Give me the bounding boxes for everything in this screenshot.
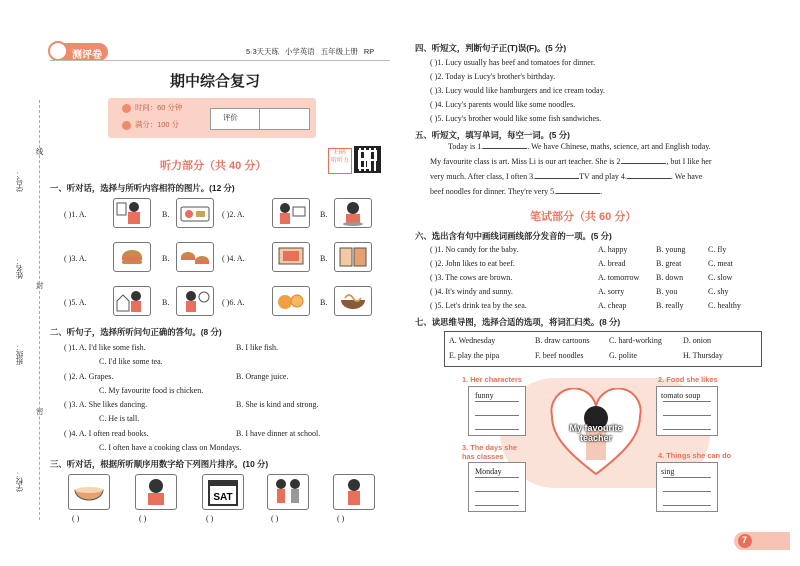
mind-box-2	[656, 386, 718, 436]
s5-l3-a: very much. After class, I often 3.	[430, 172, 536, 181]
girl-teacher-icon	[113, 198, 151, 228]
mind-box-1-line-3[interactable]	[475, 429, 519, 430]
info-box	[108, 98, 316, 138]
mind-box-1-example: funny	[475, 391, 494, 400]
calendar-sat-text: SAT	[213, 492, 233, 503]
mind-box-3-line-2[interactable]	[475, 491, 519, 492]
mind-box-3	[468, 462, 526, 512]
s2-q1-b: B. I like fish.	[236, 343, 278, 352]
s2-q1: ( )1. A. I'd like some fish.	[64, 343, 146, 352]
badge-text: 测评卷	[72, 50, 102, 61]
options-box	[444, 331, 762, 367]
s6-q1-b: B. young	[656, 245, 686, 254]
option-b: B. draw cartoons	[535, 336, 590, 345]
s6-q4-b: B. you	[656, 287, 678, 296]
s4-item-5: ( )5. Lucy's brother would like some fish sandwiches.	[430, 114, 602, 123]
test-badge	[50, 43, 108, 61]
clock-icon	[122, 104, 131, 113]
section6-title: 六、选出含有句中画线词画线部分发音的一项。(5 分)	[415, 231, 612, 241]
s5-line-2	[430, 157, 712, 166]
s6-q5-a: A. cheap	[598, 301, 627, 310]
oranges-icon	[272, 286, 310, 316]
s2-q2-b: B. Orange juice.	[236, 372, 289, 381]
s1-q1-label: ( )1. A.	[64, 210, 87, 219]
edition-text: RP	[363, 47, 375, 56]
s5-l4-b: .	[600, 187, 603, 196]
qr-label	[328, 148, 352, 174]
s1-q1-b: B.	[162, 210, 170, 219]
s6-q4-a: A. sorry	[598, 287, 625, 296]
section1-title: 一、听对话，选择与所听内容相符的图片。(12 分)	[50, 183, 235, 193]
written-header: 笔试部分（共 60 分）	[530, 211, 637, 223]
s2-q2-c: C. My favourite food is chicken.	[99, 386, 204, 395]
side-feng: 封	[36, 281, 44, 290]
series-text: 5·3天天练	[246, 47, 279, 56]
girl-computer-icon	[272, 198, 310, 228]
boy-house-icon	[113, 286, 151, 316]
s4-item-2: ( )2. Today is Lucy's brother's birthday.	[430, 72, 556, 81]
option-e: E. play the pipa	[449, 351, 500, 360]
mind-box-3-line-3[interactable]	[475, 505, 519, 506]
s5-line-3	[430, 172, 702, 181]
s6-q3-b: B. down	[656, 273, 684, 282]
score-text: 满分：100 分	[135, 120, 179, 129]
s1-q2-b: B.	[320, 210, 328, 219]
s1-q2-label: ( )2. A.	[222, 210, 245, 219]
side-xingming: 姓名：	[15, 257, 24, 280]
s2-q2: ( )2. A. Grapes.	[64, 372, 114, 381]
section4-title: 四、听短文，判断句子正(T)误(F)。(5 分)	[415, 43, 567, 53]
mind-box-2-line-3[interactable]	[663, 429, 711, 430]
s5-l4-a: beef noodles for dinner. They're very 5.	[430, 187, 557, 196]
s1-q4-label: ( )4. A.	[222, 254, 245, 263]
qr-label-1: 扫码	[333, 149, 346, 156]
evaluation-divider	[259, 109, 260, 129]
s1-q5-label: ( )5. A.	[64, 298, 87, 307]
mind-label-3: 3. The days she has classes	[462, 443, 518, 461]
section2-title: 二、听句子，选择所听问句正确的答句。(8 分)	[50, 327, 222, 337]
page-number-tab	[734, 532, 790, 550]
mind-label-1: 1. Her characters	[462, 375, 522, 384]
tv-set-icon	[272, 242, 310, 272]
s2-q4-c: C. I often have a cooking class on Mondays.	[99, 443, 242, 452]
s4-item-1: ( )1. Lucy usually has beef and tomatoes for dinner.	[430, 58, 596, 67]
time-text: 时间：60 分钟	[135, 103, 183, 112]
s3-paren-1[interactable]: ( )	[72, 514, 80, 523]
s6-q1-a: A. happy	[598, 245, 628, 254]
blank-5[interactable]	[556, 193, 600, 194]
mind-box-3-line-1[interactable]	[475, 477, 519, 478]
mind-box-2-example: tomato soup	[661, 391, 701, 400]
s6-q5-c: C. healthy	[708, 301, 741, 310]
s5-l1-a: Today is 1.	[448, 142, 484, 151]
s1-q3-label: ( )3. A.	[64, 254, 87, 263]
mind-box-2-line-2[interactable]	[663, 415, 711, 416]
listening-header: 听力部分（共 40 分）	[160, 160, 267, 172]
section5-title: 五、听短文，填写单词，每空一词。(5 分)	[415, 130, 570, 140]
s6-q3-a: A. tomorrow	[598, 273, 640, 282]
page-number: 7	[742, 535, 748, 545]
option-f: F. beef noodles	[535, 351, 584, 360]
boy-eating-icon	[334, 198, 372, 228]
option-a: A. Wednesday	[449, 336, 496, 345]
side-xuexiao: 学校：	[15, 470, 24, 493]
mind-box-4-example: sing	[661, 467, 675, 476]
s5-line-1	[448, 142, 711, 151]
mind-box-4-line-2[interactable]	[663, 491, 711, 492]
section3-title: 三、听对话，根据所听顺序用数字给下列图片排序。(10 分)	[50, 459, 269, 469]
mind-box-1	[468, 386, 526, 436]
mind-box-1-line-2[interactable]	[475, 415, 519, 416]
s1-q6-label: ( )6. A.	[222, 298, 245, 307]
mind-box-4-line-3[interactable]	[663, 505, 711, 506]
s6-q4-c: C. shy	[708, 287, 729, 296]
s1-q4-b: B.	[320, 254, 328, 263]
s3-paren-2[interactable]: ( )	[139, 514, 147, 523]
s6-q2-a: A. bread	[598, 259, 626, 268]
s5-l2-b: , but I like her	[666, 157, 712, 166]
s6-q2-b: B. great	[656, 259, 682, 268]
s1-q5-b: B.	[162, 298, 170, 307]
s2-q1-c: C. I'd like some tea.	[99, 357, 163, 366]
grade-text: 五年级上册	[320, 47, 358, 56]
score-icon	[122, 121, 131, 130]
girl-eating-icon	[135, 474, 177, 510]
s5-line-4	[430, 187, 602, 196]
s5-l3-b: TV and play 4.	[579, 172, 627, 181]
noodles-bowl-icon	[334, 286, 372, 316]
s6-q5-b: B. really	[656, 301, 684, 310]
s2-q3-b: B. She is kind and strong.	[236, 400, 319, 409]
s2-q3: ( )3. A. She likes dancing.	[64, 400, 148, 409]
blank-3[interactable]	[535, 178, 579, 179]
evaluation-box	[210, 108, 310, 130]
mind-box-2-line-1[interactable]	[663, 401, 711, 402]
s6-q4: ( )4. It's windy and sunny.	[430, 287, 513, 296]
binding-dotted-line	[39, 100, 40, 520]
badge-circle-icon	[48, 41, 68, 61]
s5-l3-c: . We have	[670, 172, 703, 181]
s6-q1: ( )1. No candy for the baby.	[430, 245, 519, 254]
option-c: C. hard-working	[609, 336, 662, 345]
mind-label-2: 2. Food she likes	[658, 375, 718, 384]
bowl-icon	[68, 474, 110, 510]
blank-4[interactable]	[627, 178, 671, 179]
side-xuehao: 学号：	[15, 170, 24, 193]
option-g: G. polite	[609, 351, 637, 360]
s6-q3: ( )3. The cows are brown.	[430, 273, 513, 282]
s3-paren-5[interactable]: ( )	[337, 514, 345, 523]
burgers-plate-icon	[176, 242, 214, 272]
qr-label-2: 听听力	[330, 156, 349, 164]
s6-q2-c: C. meat	[708, 259, 733, 268]
s5-l1-b: . We have Chinese, maths, science, art and English today.	[527, 142, 711, 151]
mind-box-4-line-1[interactable]	[663, 477, 711, 478]
burger-icon	[113, 242, 151, 272]
s2-q3-c: C. He is tall.	[99, 414, 140, 423]
s5-l2-a: My favourite class is art. Miss Li is our art teacher. She is 2.	[430, 157, 623, 166]
s1-q3-b: B.	[162, 254, 170, 263]
side-xian: 线	[36, 147, 44, 156]
s3-paren-4[interactable]: ( )	[271, 514, 279, 523]
subject-text: 小学英语	[285, 47, 315, 56]
s1-q6-b: B.	[320, 298, 328, 307]
s2-q4-b: B. I have dinner at school.	[236, 429, 321, 438]
mind-box-3-example: Monday	[475, 467, 502, 476]
s6-q1-c: C. fly	[708, 245, 727, 254]
page-title: 期中综合复习	[170, 72, 261, 90]
blank-2[interactable]	[622, 163, 666, 164]
s2-q4: ( )4. A. I often read books.	[64, 429, 149, 438]
s3-paren-3[interactable]: ( )	[206, 514, 214, 523]
boy-sign-icon	[176, 286, 214, 316]
mind-label-4: 4. Things she can do	[658, 451, 732, 460]
center-label: My favourite teacher	[569, 423, 623, 443]
mind-box-1-line-1[interactable]	[475, 401, 519, 402]
option-d: D. onion	[683, 336, 711, 345]
boy-sing-icon	[333, 474, 375, 510]
section7-title: 七、读思维导图，选择合适的选项，将词汇归类。(8 分)	[415, 317, 621, 327]
s6-q5: ( )5. Let's drink tea by the sea.	[430, 301, 527, 310]
qr-code-icon[interactable]	[354, 146, 381, 173]
s6-q3-c: C. slow	[708, 273, 733, 282]
s6-q2: ( )2. John likes to eat beef.	[430, 259, 515, 268]
calendar-sat-icon	[202, 474, 244, 510]
side-mi: 密	[36, 407, 44, 416]
jigsaw-icon	[334, 242, 372, 272]
blank-1[interactable]	[483, 148, 527, 149]
s4-item-3: ( )3. Lucy would like hamburgers and ice cream today.	[430, 86, 606, 95]
kids-dance-icon	[267, 474, 309, 510]
header-rule	[50, 60, 390, 61]
mind-box-4	[656, 462, 718, 512]
side-banji: 班级：	[15, 343, 24, 366]
option-h: H. Thursday	[683, 351, 723, 360]
header-series	[246, 48, 374, 57]
tray-food-icon	[176, 198, 214, 228]
s4-item-4: ( )4. Lucy's parents would like some noodles.	[430, 100, 576, 109]
evaluation-label: 评价	[223, 113, 238, 122]
